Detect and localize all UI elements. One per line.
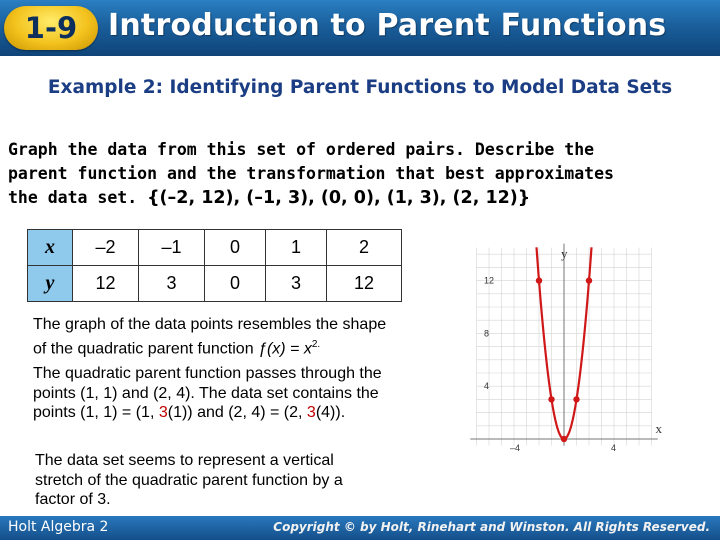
data-table — [27, 229, 402, 302]
parent-function: ƒ(x) = x — [258, 339, 312, 357]
footer-copyright: Copyright © by Holt, Rinehart and Winston. All Rights Reserved. — [273, 520, 710, 534]
explanation-line: The graph of the data points resembles the shape — [33, 316, 387, 333]
slide-header — [0, 0, 720, 56]
table-header-y: y — [28, 266, 73, 302]
explanation-line — [33, 403, 443, 423]
ordered-pairs: {(–2, 12), (–1, 3), (0, 0), (1, 3), (2, 12)} — [147, 188, 531, 208]
y-axis-label: y — [561, 246, 568, 261]
slide-title: Introduction to Parent Functions — [108, 8, 667, 43]
y-tick-label: 12 — [484, 275, 495, 286]
table-cell: 0 — [205, 266, 266, 302]
conclusion-line: factor of 3. — [35, 491, 111, 508]
explanation-text: (4)). — [315, 404, 346, 421]
quadratic-graph — [456, 236, 678, 451]
stretch-factor: 3 — [306, 404, 316, 421]
explanation-paragraph-2 — [33, 364, 443, 423]
explanation-text: points (1, 1) = (1, — [33, 404, 159, 421]
table-cell: 12 — [73, 266, 139, 302]
problem-line-1: Graph the data from this set of ordered pairs. Describe the — [8, 140, 595, 159]
footer-course: Holt Algebra 2 — [8, 519, 109, 535]
problem-statement — [8, 138, 718, 210]
lesson-badge — [4, 6, 98, 50]
table-cell: –2 — [73, 230, 139, 266]
table-cell: 3 — [266, 266, 327, 302]
x-tick-label: –4 — [510, 443, 521, 451]
slide-footer — [0, 516, 720, 540]
table-row-y — [28, 266, 402, 302]
conclusion-paragraph — [35, 451, 415, 510]
y-tick-label: 4 — [484, 381, 490, 392]
explanation-paragraph-1 — [33, 315, 443, 358]
example-title: Example 2: Identifying Parent Functions to Model Data Sets — [47, 77, 673, 98]
table-cell: 1 — [266, 230, 327, 266]
data-point — [573, 396, 579, 402]
problem-line-2: parent function and the transformation that best approximates — [8, 164, 614, 183]
graph-axes — [470, 244, 658, 446]
table-cell: –1 — [139, 230, 205, 266]
conclusion-line: stretch of the quadratic parent function by a — [35, 471, 343, 489]
table-cell: 2 — [327, 230, 402, 266]
explanation-text: (1)) and (2, 4) = (2, — [167, 404, 307, 421]
x-axis-label: x — [655, 421, 662, 436]
x-tick-label: 4 — [611, 443, 617, 451]
table-cell: 3 — [139, 266, 205, 302]
explanation-text: of the quadratic parent function — [33, 339, 259, 357]
data-point — [548, 396, 554, 402]
problem-line-3 — [8, 186, 718, 210]
problem-line-3-text: the data set. — [8, 188, 138, 207]
data-point — [561, 436, 567, 442]
explanation-line: points (1, 1) and (2, 4). The data set contains the — [33, 384, 379, 402]
stretch-factor: 3 — [158, 404, 168, 421]
table-cell: 12 — [327, 266, 402, 302]
table-header-x: x — [28, 230, 73, 266]
conclusion-line: The data set seems to represent a vertical — [35, 452, 334, 469]
data-point — [536, 277, 542, 283]
y-tick-label: 8 — [484, 328, 490, 339]
data-point — [586, 277, 592, 283]
exponent: 2. — [311, 338, 321, 350]
table-cell: 0 — [205, 230, 266, 266]
lesson-number: 1-9 — [24, 11, 78, 45]
explanation-line — [33, 335, 443, 359]
explanation-line: The quadratic parent function passes through the — [33, 365, 382, 382]
table-row-x — [28, 230, 402, 266]
